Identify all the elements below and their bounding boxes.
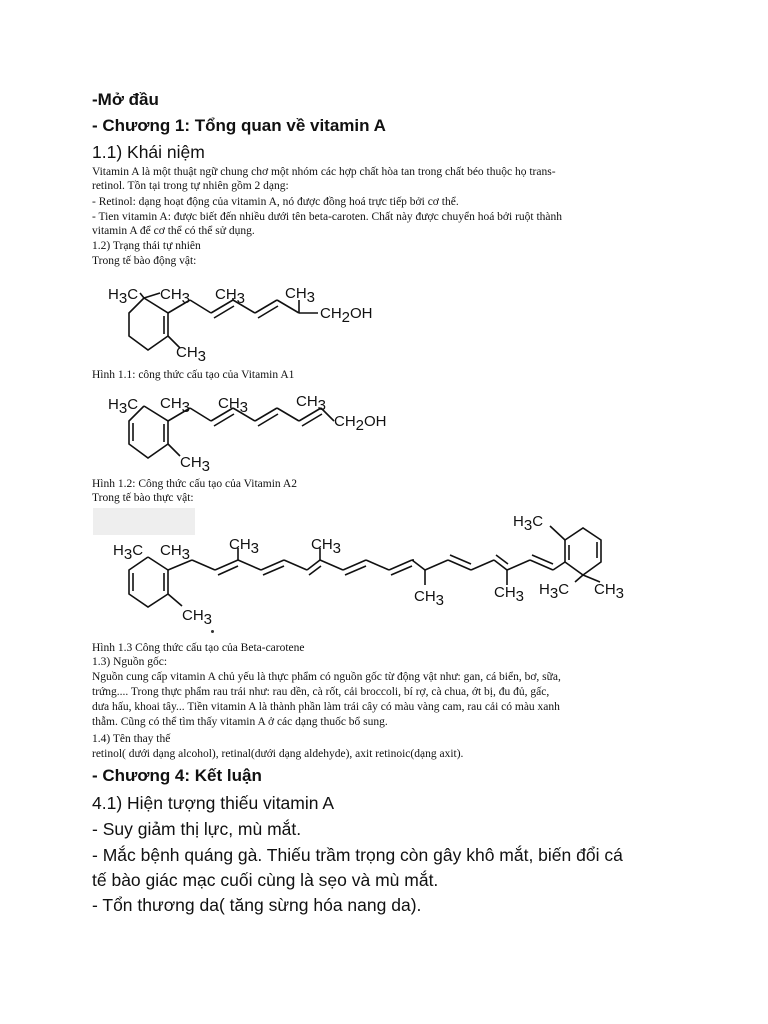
bullet-night-blindness-line-1: - Mắc bệnh quáng gà. Thiếu trầm trọng còn gây khô mắt, biến đổi cá bbox=[92, 845, 623, 865]
heading-intro: -Mở đầu bbox=[92, 90, 159, 109]
label-ch3: CH3 bbox=[594, 581, 625, 602]
label-ch2oh: CH2OH bbox=[334, 413, 387, 434]
label-ch3: CH3 bbox=[160, 395, 191, 416]
label-ch3: CH3 bbox=[218, 395, 249, 416]
label-plant-cells: Trong tế bào thực vật: bbox=[92, 492, 194, 504]
paragraph-tien-vitamin-line-2: vitamin A để cơ thể có thể sử dụng. bbox=[92, 225, 255, 237]
label-h3c: H3C bbox=[113, 542, 144, 563]
paragraph-1-line-2: retinol. Tồn tại trong tự nhiên gồm 2 dạng: bbox=[92, 180, 289, 192]
heading-section-1-4: 1.4) Tên thay thế bbox=[92, 733, 171, 745]
source-line-1: Nguồn cung cấp vitamin A chủ yếu là thực phẩm có nguồn gốc từ động vật như: gan, cá biển, bơ, sữa, bbox=[92, 671, 561, 683]
heading-section-4-1: 4.1) Hiện tượng thiếu vitamin A bbox=[92, 793, 335, 813]
label-ch3: CH3 bbox=[160, 542, 191, 563]
caption-figure-1-1: Hình 1.1: công thức cấu tạo của Vitamin A1 bbox=[92, 369, 295, 381]
bullet-night-blindness-line-2: tế bào giác mạc cuối cùng là sẹo và mù mắt. bbox=[92, 870, 439, 890]
stray-mark bbox=[211, 630, 214, 633]
source-line-4: thẫm. Cũng có thể tìm thấy vitamin A ở các dạng thuốc bổ sung. bbox=[92, 716, 388, 728]
label-h3c: H3C bbox=[539, 581, 570, 602]
label-ch3: CH3 bbox=[160, 286, 191, 307]
paragraph-retinol: - Retinol: dạng hoạt động của vitamin A, nó được đồng hoá trực tiếp bởi cơ thể. bbox=[92, 196, 459, 208]
label-ch3: CH3 bbox=[311, 536, 342, 557]
paragraph-1-line-1: Vitamin A là một thuật ngữ chung chơ một nhóm các hợp chất hòa tan trong chất béo thuộc họ trans- bbox=[92, 166, 556, 178]
heading-section-1-1: 1.1) Khái niệm bbox=[92, 142, 205, 162]
source-line-3: dưa hấu, khoai tây... Tiền vitamin A là thành phần làm trái cây có màu vàng cam, rau cải có màu xanh bbox=[92, 701, 560, 713]
source-line-2: trứng.... Trong thực phẩm rau trái như: rau dền, cà rốt, cải broccoli, bí rợ, cà chua, ớt bị, đu đủ, gấc, bbox=[92, 686, 550, 698]
paragraph-tien-vitamin-line-1: - Tien vitamin A: được biết đến nhiều dưới tên beta-caroten. Chất này được chuyển hoá bởi ruột thành bbox=[92, 211, 563, 223]
caption-figure-1-2: Hình 1.2: Công thức cấu tạo của Vitamin A2 bbox=[92, 478, 297, 490]
label-ch3: CH3 bbox=[180, 454, 211, 475]
beta-carotene-labels bbox=[113, 513, 624, 628]
heading-section-1-3: 1.3) Nguồn gốc: bbox=[92, 656, 168, 668]
label-ch3: CH3 bbox=[176, 344, 207, 365]
bullet-skin-damage: - Tổn thương da( tăng sừng hóa nang da). bbox=[92, 895, 422, 915]
label-ch3: CH3 bbox=[215, 286, 246, 307]
label-h3c: H3C bbox=[108, 396, 139, 417]
heading-chapter-1: - Chương 1: Tổng quan về vitamin A bbox=[92, 116, 386, 135]
alternate-names: retinol( dưới dạng alcohol), retinal(dưới dạng aldehyde), axit retinoic(dạng axit). bbox=[92, 748, 464, 760]
label-h3c: H3C bbox=[513, 513, 544, 534]
heading-section-1-2: 1.2) Trạng thái tự nhiên bbox=[92, 240, 201, 252]
label-animal-cells: Trong tế bào động vật: bbox=[92, 255, 197, 267]
heading-chapter-4: - Chương 4: Kết luận bbox=[92, 766, 262, 785]
label-ch3: CH3 bbox=[494, 584, 525, 605]
label-ch3: CH3 bbox=[296, 393, 327, 414]
label-ch3: CH3 bbox=[285, 285, 316, 306]
label-ch2oh: CH2OH bbox=[320, 305, 373, 326]
bullet-vision-loss: - Suy giảm thị lực, mù mắt. bbox=[92, 819, 302, 839]
label-ch3: CH3 bbox=[414, 588, 445, 609]
label-ch3: CH3 bbox=[182, 607, 213, 628]
label-h3c: H3C bbox=[108, 286, 139, 307]
label-ch3: CH3 bbox=[229, 536, 260, 557]
caption-figure-1-3: Hình 1.3 Công thức cấu tạo của Beta-carotene bbox=[92, 642, 305, 654]
